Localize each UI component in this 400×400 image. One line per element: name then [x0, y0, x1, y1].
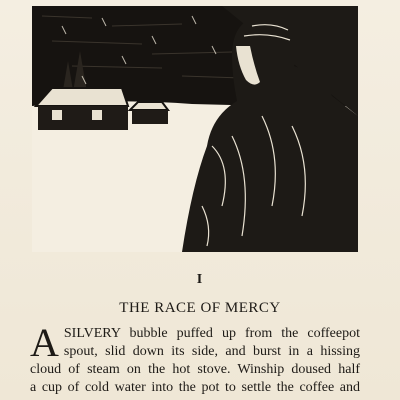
body-line-4: a cup of cold water into the pot to settle the coffee and — [30, 380, 360, 395]
chapter-title: THE RACE OF MERCY — [119, 300, 281, 316]
chapter-number: I — [196, 272, 204, 287]
body-line-2: spout, slid down its side, and burst in a hissing — [63, 344, 360, 359]
cabin — [36, 88, 128, 130]
chapter-illustration — [32, 6, 358, 252]
shed — [130, 102, 168, 124]
drop-cap: A — [30, 320, 59, 365]
snow-scene-woodcut — [32, 6, 358, 252]
chapter-body — [30, 320, 360, 397]
body-line-1: SILVERY bubble puffed up from the coffeepot — [63, 326, 360, 341]
body-line-3: cloud of steam on the hot stove. Winship doused half — [30, 362, 360, 377]
